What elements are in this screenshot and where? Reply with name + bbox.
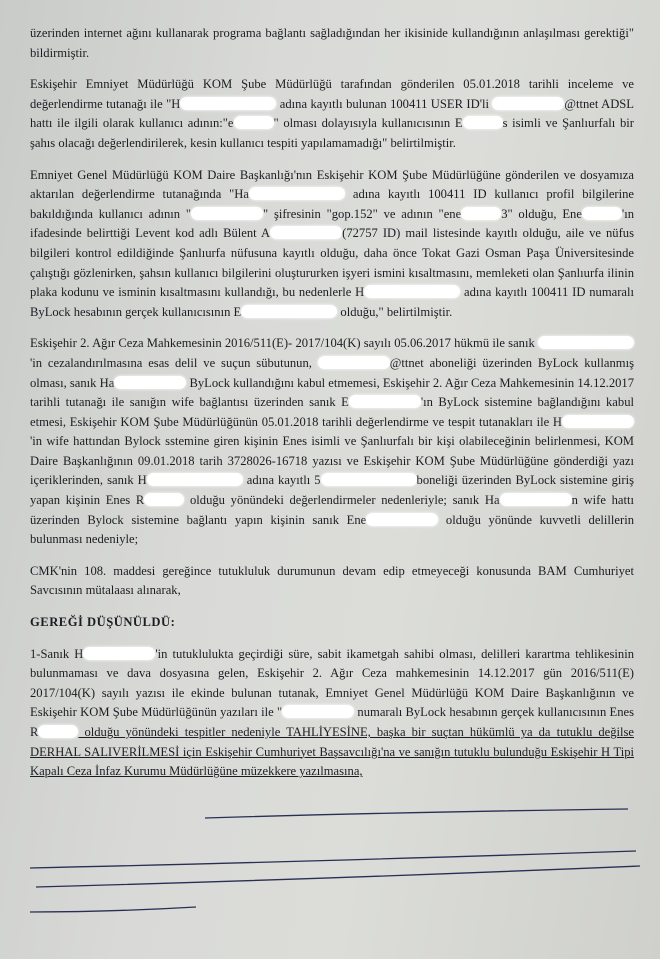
redaction-mark — [234, 116, 274, 129]
redaction-mark — [364, 285, 460, 298]
redaction-mark — [180, 97, 276, 110]
text-segment: ByLock kullandığını kabul etmemesi, Eskişehir 2. Ağır Ceza Mahkemesinin 14.12.2017 tarihli tutanağı ile sanığın wife bağlantısı üzerinden sanık E — [30, 375, 635, 410]
redaction-mark — [349, 395, 421, 408]
redaction-mark — [147, 473, 243, 486]
text-segment: adına kayıtlı 100411 ID numaralı ByLock hesabının gerçek kullanıcısının E — [30, 285, 634, 319]
paragraph-intro — [30, 24, 634, 63]
text-segment: Emniyet Genel Müdürlüğü KOM Daire Başkanlığı'nın Eskişehir KOM Şube Müdürlüğüne gönderilen ve dosyamıza aktarılan değerlendirme tutanağında "Ha — [30, 167, 634, 202]
redaction-mark — [562, 415, 634, 428]
text-segment: üzerinden internet ağını kullanarak programa bağlantı sağladığından her ikisinide kullandığının anlaşılması gerektiği" bildirmiştir. — [30, 26, 634, 60]
text-segment: olduğu yönündeki değerlendirmeler nedenleriyle; sanık Ha — [184, 493, 500, 508]
text-segment: " şifresinin "gop.152" ve adının "ene — [263, 206, 462, 221]
text-segment: 'in cezalandırılmasına esas delil ve suçun sübutunun, — [30, 355, 318, 370]
redaction-mark — [492, 97, 564, 110]
paragraph-decision — [30, 645, 634, 782]
redaction-mark — [282, 705, 354, 718]
text-segment: @ttnet aboneliği üzerinden ByLock kullanmış olması, sanık Ha — [30, 355, 634, 390]
redaction-mark — [114, 376, 186, 389]
text-segment: adına kayıtlı bulunan 100411 USER ID'li — [276, 96, 493, 111]
text-segment: s isimli ve Şanlıurfalı bir şahıs olacağı değerlendirilerek, kesin kullanıcı tespiti yapılamamadığı" belirtilmiştir. — [30, 116, 634, 150]
text-segment: adına kayıtlı 5 — [242, 473, 321, 488]
text-segment: (72757 ID) mail listesinde kayıtlı olduğu, aile ve nüfus bilgileri kontrol edildiğinde Şanlıurfa nüfusuna kayıtlı olduğu, daha önce Tokat Gazi Osman Paşa Üniversitesinde çalıştığı gözlenirken, şahsın kullanıcı bilgilerini oluştururken işyeri ismini kısaltmasını, memleketi olan Şanlıurfa ilinin plaka kodunu ve isminin kısaltmasını kullandığı, bu nedenlerle H — [30, 226, 634, 300]
redaction-mark — [461, 207, 501, 220]
text-segment: 3" olduğu, Ene — [501, 206, 582, 221]
text-segment: olduğu yönünde kuvvetli delillerin bulunması nedeniyle; — [30, 512, 634, 547]
text-segment: 'in wife hattından Bylock sstemine giren kişinin Enes isimli ve Şanlıurfalı bir kişi olabileceğinin belirlenmesi, KOM Daire Başkanlığının 09.01.2018 tarih 3728026-16718 yazısı ve Eskişehir KOM Şube Müdürlüğüne gönderdiği yazı içeriklerinden, sanık H — [30, 434, 634, 488]
text-segment: @ttnet ADSL hattı ile ilgili olarak kullanıcı adının:"e — [30, 96, 634, 131]
text-segment: CMK'nin 108. maddesi gereğince tutukluluk durumunun devam edip etmeyeceği konusunda BAM Cumhuriyet Savcısının mütalaası alınarak, — [30, 563, 634, 598]
redaction-mark — [538, 336, 634, 349]
paragraph-court-judgment — [30, 334, 634, 550]
text-segment: boneliği üzerinden ByLock sistemine giriş yapan kişinin Enes R — [30, 473, 634, 508]
text-segment: Eskişehir Emniyet Müdürlüğü KOM Şube Müdürlüğü tarafından gönderilen 05.01.2018 tarihli inceleme ve değerlendirme tutanağı ile "H — [30, 77, 634, 111]
redaction-mark — [83, 647, 155, 660]
redaction-mark — [241, 305, 337, 318]
redaction-mark — [38, 725, 78, 738]
redaction-mark — [318, 356, 390, 369]
redaction-mark — [500, 493, 572, 506]
text-segment: numaralı ByLock hesabının gerçek kullanıcısının Enes R — [30, 705, 634, 739]
text-segment: Eskişehir 2. Ağır Ceza Mahkemesinin 2016/511(E)- 2017/104(K) sayılı 05.06.2017 hükmü ile sanık — [30, 336, 538, 351]
paragraph-egm-kom — [30, 166, 634, 323]
text-segment: olduğu," belirtilmiştir. — [337, 304, 453, 319]
text-segment: " olması dolayısıyla kullanıcısının E — [273, 116, 463, 131]
redaction-mark — [582, 207, 622, 220]
text-segment: 'ın ifadesinde belirttiği Levent kod adlı Bülent A — [30, 206, 634, 241]
text-segment: n wife hattı üzerinden Bylock sistemine bağlantı yapın kişinin sanık Ene — [30, 493, 635, 527]
text-segment-underlined: olduğu yönündeki tespitler nedeniyle TAHLİYESİNE, başka bir suçtan hükümlü ya da tutuklu değilse DERHAL SALIVERİLMESİ için Eskişehir Cumhuriyet Başsavcılığı'na ve sanığın tutuklu bulunduğu Eskişehir H Tipi Kapalı Ceza İnfaz Kurumu Müdürlüğüne müzekkere yazılmasına, — [30, 725, 634, 779]
paragraph-cmk-108 — [30, 562, 634, 601]
text-segment: adına kayıtlı 100411 ID kullanıcı profil bilgilerine bakıldığında kullanıcı adının " — [30, 187, 634, 221]
redaction-mark — [366, 513, 438, 526]
text-segment: 1-Sanık H — [30, 646, 84, 661]
redaction-mark — [249, 187, 345, 200]
redaction-mark — [191, 207, 263, 220]
redaction-mark — [144, 493, 184, 506]
redaction-mark — [463, 116, 503, 129]
decision-heading: GEREĞİ DÜŞÜNÜLDÜ: — [30, 615, 176, 630]
redaction-mark — [321, 473, 417, 486]
text-segment: 'in tutuklulukta geçirdiği süre, sabit ikametgah sahibi olması, delilleri karartma tehlikesinin bulunmaması ve dava dosyasına gelen, Eskişehir 2. Ağır Ceza mahkemesinin 14.12.2017 gün 2016/511(E) 2017/104(K) sayılı yazısı ile ekinde bulunan tutanak, Emniyet Genel Müdürlüğü KOM Daire Başkanlığının ve Eskişehir KOM Şube Müdürlüğünün yazıları ile " — [30, 646, 634, 720]
redaction-mark — [270, 226, 342, 239]
paragraph-eskisehir-kom — [30, 75, 634, 153]
text-segment: 'ın ByLock sistemine bağlandığını kabul etmesi, Eskişehir KOM Şube Müdürlüğünün 05.01.2018 tarihli değerlendirme ve tespit tutanakları ile H — [30, 395, 634, 429]
